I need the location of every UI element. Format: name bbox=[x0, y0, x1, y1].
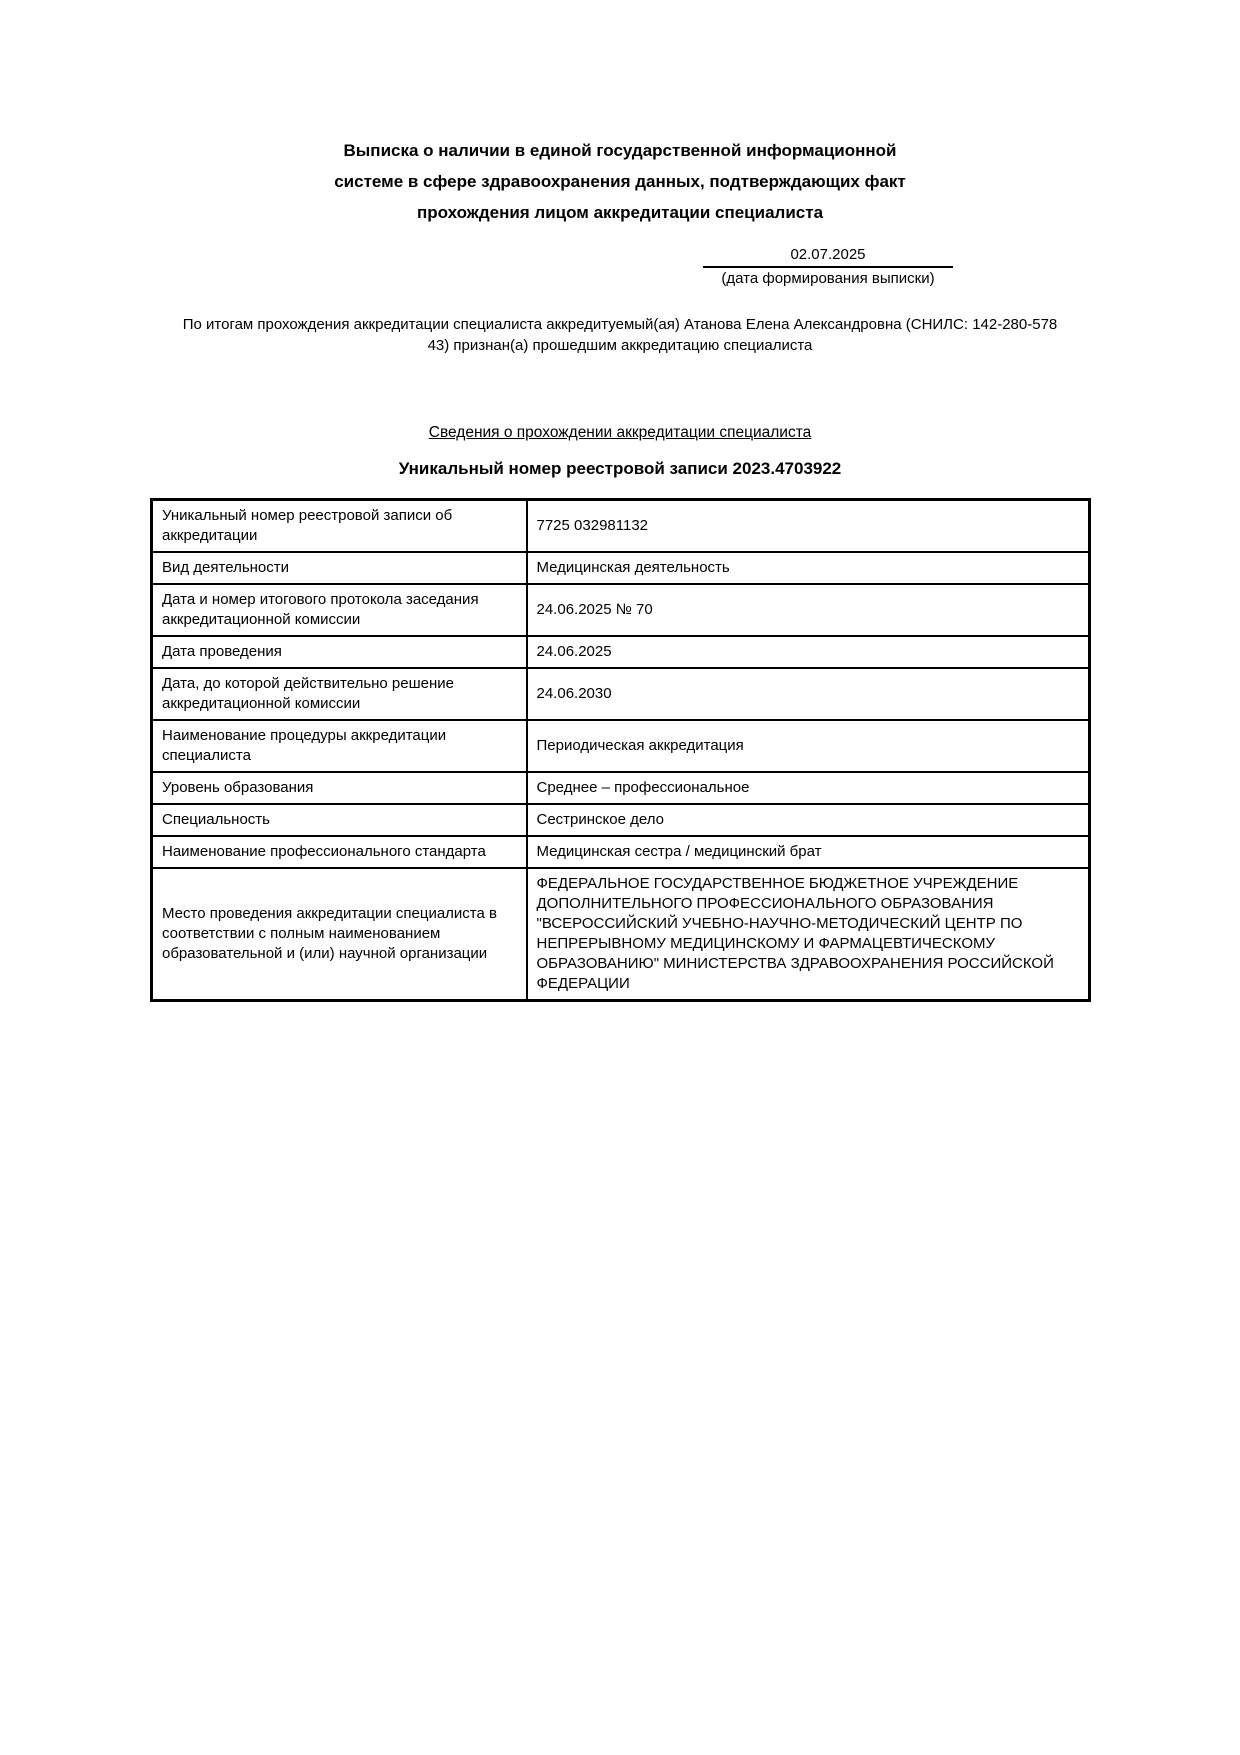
row-label: Вид деятельности bbox=[152, 552, 527, 584]
intro-line: 43) признан(а) прошедшим аккредитацию специалиста bbox=[427, 337, 813, 354]
table-row bbox=[152, 772, 1090, 804]
row-label: Наименование процедуры аккредитации специалиста bbox=[152, 720, 527, 772]
row-value: Среднее – профессиональное bbox=[527, 772, 1090, 804]
table-row bbox=[152, 836, 1090, 868]
formation-date-caption: (дата формирования выписки) bbox=[721, 270, 935, 287]
row-label: Дата и номер итогового протокола заседания аккредитационной комиссии bbox=[152, 584, 527, 636]
row-label: Уровень образования bbox=[152, 772, 527, 804]
row-value: Медицинская сестра / медицинский брат bbox=[527, 836, 1090, 868]
row-value: Медицинская деятельность bbox=[527, 552, 1090, 584]
row-label: Специальность bbox=[152, 804, 527, 836]
row-value: 7725 032981132 bbox=[527, 500, 1090, 553]
row-value: 24.06.2025 № 70 bbox=[527, 584, 1090, 636]
table-row bbox=[152, 668, 1090, 720]
row-value: Периодическая аккредитация bbox=[527, 720, 1090, 772]
registry-number-heading: Уникальный номер реестровой записи 2023.4703922 bbox=[398, 459, 842, 478]
table-row bbox=[152, 552, 1090, 584]
table-row bbox=[152, 720, 1090, 772]
intro-paragraph bbox=[0, 314, 1240, 356]
row-value: 24.06.2025 bbox=[527, 636, 1090, 668]
document-title bbox=[0, 135, 1240, 228]
row-label: Наименование профессионального стандарта bbox=[152, 836, 527, 868]
document-title-line: системе в сфере здравоохранения данных, подтверждающих факт bbox=[334, 172, 906, 191]
table-row bbox=[152, 868, 1090, 1001]
formation-date: 02.07.2025 bbox=[703, 245, 953, 268]
row-value: ФЕДЕРАЛЬНОЕ ГОСУДАРСТВЕННОЕ БЮДЖЕТНОЕ УЧРЕЖДЕНИЕ ДОПОЛНИТЕЛЬНОГО ПРОФЕССИОНАЛЬНОГО ОБРАЗОВАНИЯ "ВСЕРОССИЙСКИЙ УЧЕБНО-НАУЧНО-МЕТОДИЧЕСКИЙ ЦЕНТР ПО НЕПРЕРЫВНОМУ МЕДИЦИНСКОМУ И ФАРМАЦЕВТИЧЕСКОМУ ОБРАЗОВАНИЮ" МИНИСТЕРСТВА ЗДРАВООХРАНЕНИЯ РОССИЙСКОЙ ФЕДЕРАЦИИ bbox=[527, 868, 1090, 1001]
row-label: Дата, до которой действительно решение аккредитационной комиссии bbox=[152, 668, 527, 720]
formation-date-block bbox=[703, 245, 953, 289]
row-label: Дата проведения bbox=[152, 636, 527, 668]
table-row bbox=[152, 584, 1090, 636]
accreditation-table bbox=[150, 498, 1091, 1002]
table-row bbox=[152, 804, 1090, 836]
table-row bbox=[152, 500, 1090, 553]
section-heading: Сведения о прохождении аккредитации специалиста bbox=[428, 424, 812, 441]
row-value: Сестринское дело bbox=[527, 804, 1090, 836]
document-title-line: прохождения лицом аккредитации специалиста bbox=[416, 203, 824, 222]
table-row bbox=[152, 636, 1090, 668]
row-label: Уникальный номер реестровой записи об аккредитации bbox=[152, 500, 527, 553]
intro-line: По итогам прохождения аккредитации специалиста аккредитуемый(ая) Атанова Елена Александровна (СНИЛС: 142-280-578 bbox=[182, 316, 1058, 333]
document-title-line: Выписка о наличии в единой государственной информационной bbox=[343, 141, 897, 160]
row-label: Место проведения аккредитации специалиста в соответствии с полным наименованием образовательной и (или) научной организации bbox=[152, 868, 527, 1001]
row-value: 24.06.2030 bbox=[527, 668, 1090, 720]
